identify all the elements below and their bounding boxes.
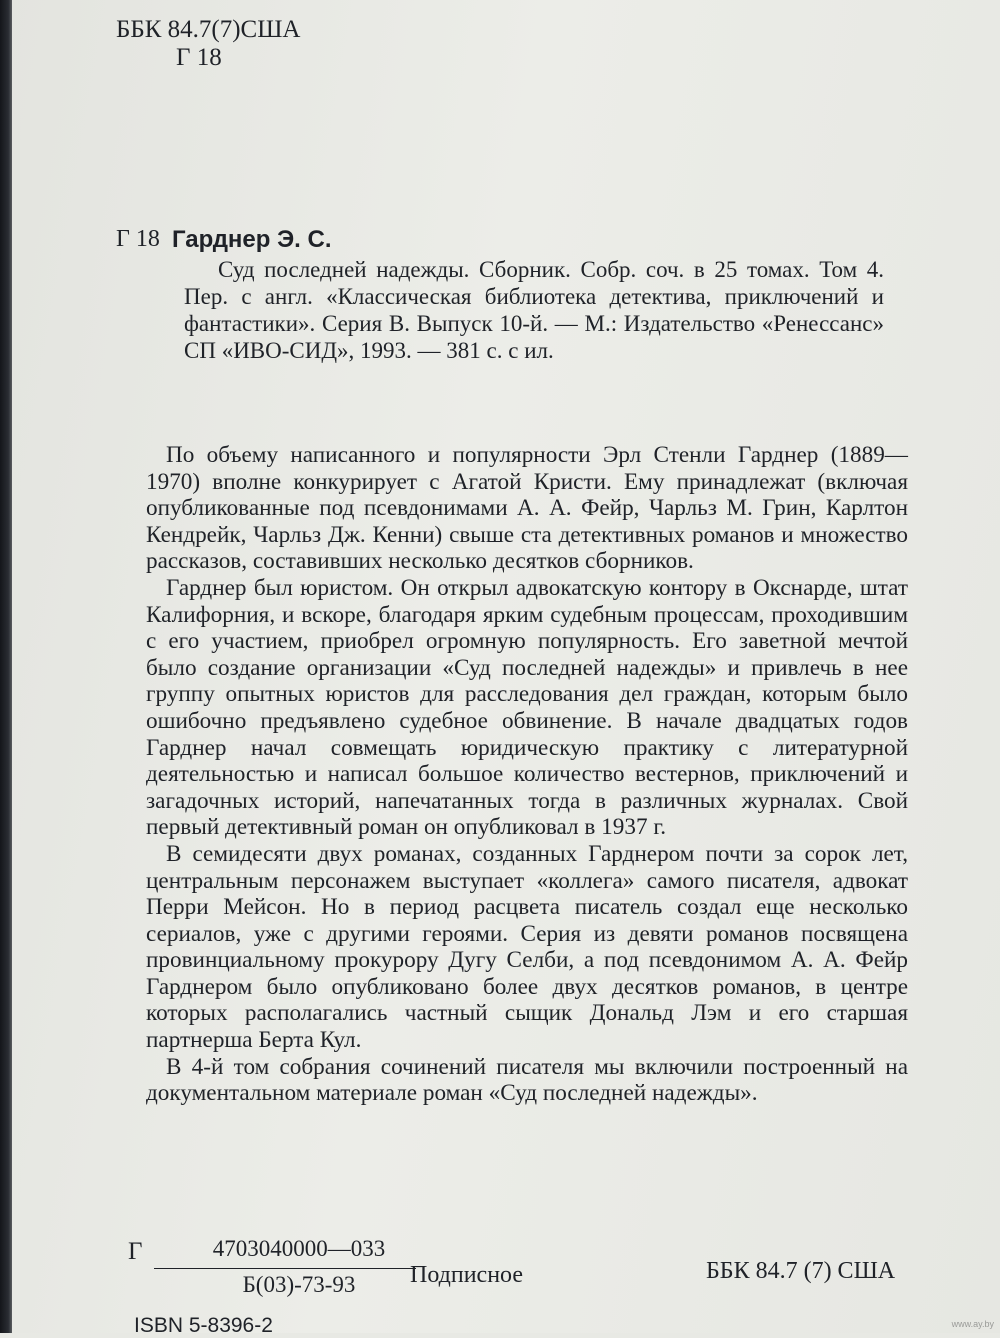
imprint-footer — [116, 1236, 936, 1337]
bbk-code: ББК 84.7(7)США — [116, 16, 301, 43]
entry-description: Суд последней надежды. Сборник. Собр. соч. в 25 томах. Том 4. Пер. с англ. «Классическая библиотека детектива, приключений и фантастики». Серия В. Выпуск 10-й. — М.: Издательство «Ренессанс» СП «ИВО-СИД», 1993. — 381 с. с ил. — [184, 257, 884, 363]
annotation — [146, 442, 908, 1107]
watermark: www.ay.by — [951, 1319, 994, 1329]
book-spine-edge — [0, 0, 12, 1333]
annotation-paragraph: Гарднер был юристом. Он открыл адвокатскую контору в Окснарде, штат Калифорния, и вскоре, благодаря ярким судебным процессам, проходившим с его участием, приобрел огромную популярность. Его заветной мечтой было создание организации «Суд последней надежды» и привлечь в нее группу опытных юристов для расследования дел граждан, которым было ошибочно предъявлено судебное обвинение. В начале двадцатых годов Гарднер начал совмещать юридическую практику с литературной деятельностью и написал большое количество вестернов, приключений и загадочных историй, напечатанных тогда в различных журналах. Свой первый детективный роман он опубликовал в 1937 г. — [146, 574, 908, 841]
annotation-paragraph: В 4-й том собрания сочинений писателя мы включили построенный на документальном материале роман «Суд последней надежды». — [146, 1053, 908, 1107]
fraction-line — [154, 1268, 416, 1269]
author-mark: Г 18 — [176, 44, 222, 71]
isbn: ISBN 5-8396-2 — [134, 1314, 273, 1337]
footer-denominator: Б(03)-73-93 — [242, 1272, 356, 1297]
entry-mark: Г 18 — [116, 226, 160, 252]
footer-numerator: 4703040000—033 — [212, 1236, 386, 1261]
bbk-header — [116, 16, 301, 72]
footer-bbk: ББК 84.7 (7) США — [706, 1258, 896, 1284]
annotation-paragraph: В семидесяти двух романах, созданных Гарднером почти за сорок лет, центральным персонажем выступает «коллега» самого писателя, адвокат Перри Мейсон. Но в период расцвета писатель создал еще несколько сериалов, уже с другими героями. Серия из девяти романов посвящена провинциальному прокурору Дугу Селби, а под псевдонимом А. А. Фейр Гарднером было опубликовано более двух десятков романов, в центре которых располагались частный сыщик Дональд Лэм и его старшая партнерша Берта Кул. — [146, 840, 908, 1054]
annotation-paragraph: По объему написанного и популярности Эрл Стенли Гарднер (1889—1970) вполне конкурирует с Агатой Кристи. Ему принадлежат (включая опубликованные под псевдонимами А. А. Фейр, Чарльз М. Грин, Карлтон Кендрейк, Чарльз Дж. Кенни) свыше ста детективных романов и множество рассказов, составивших несколько десятков сборников. — [146, 442, 908, 575]
subscription-label: Подписное — [410, 1262, 523, 1288]
footer-letter: Г — [128, 1238, 143, 1265]
entry-author: Гарднер Э. С. — [172, 226, 332, 253]
